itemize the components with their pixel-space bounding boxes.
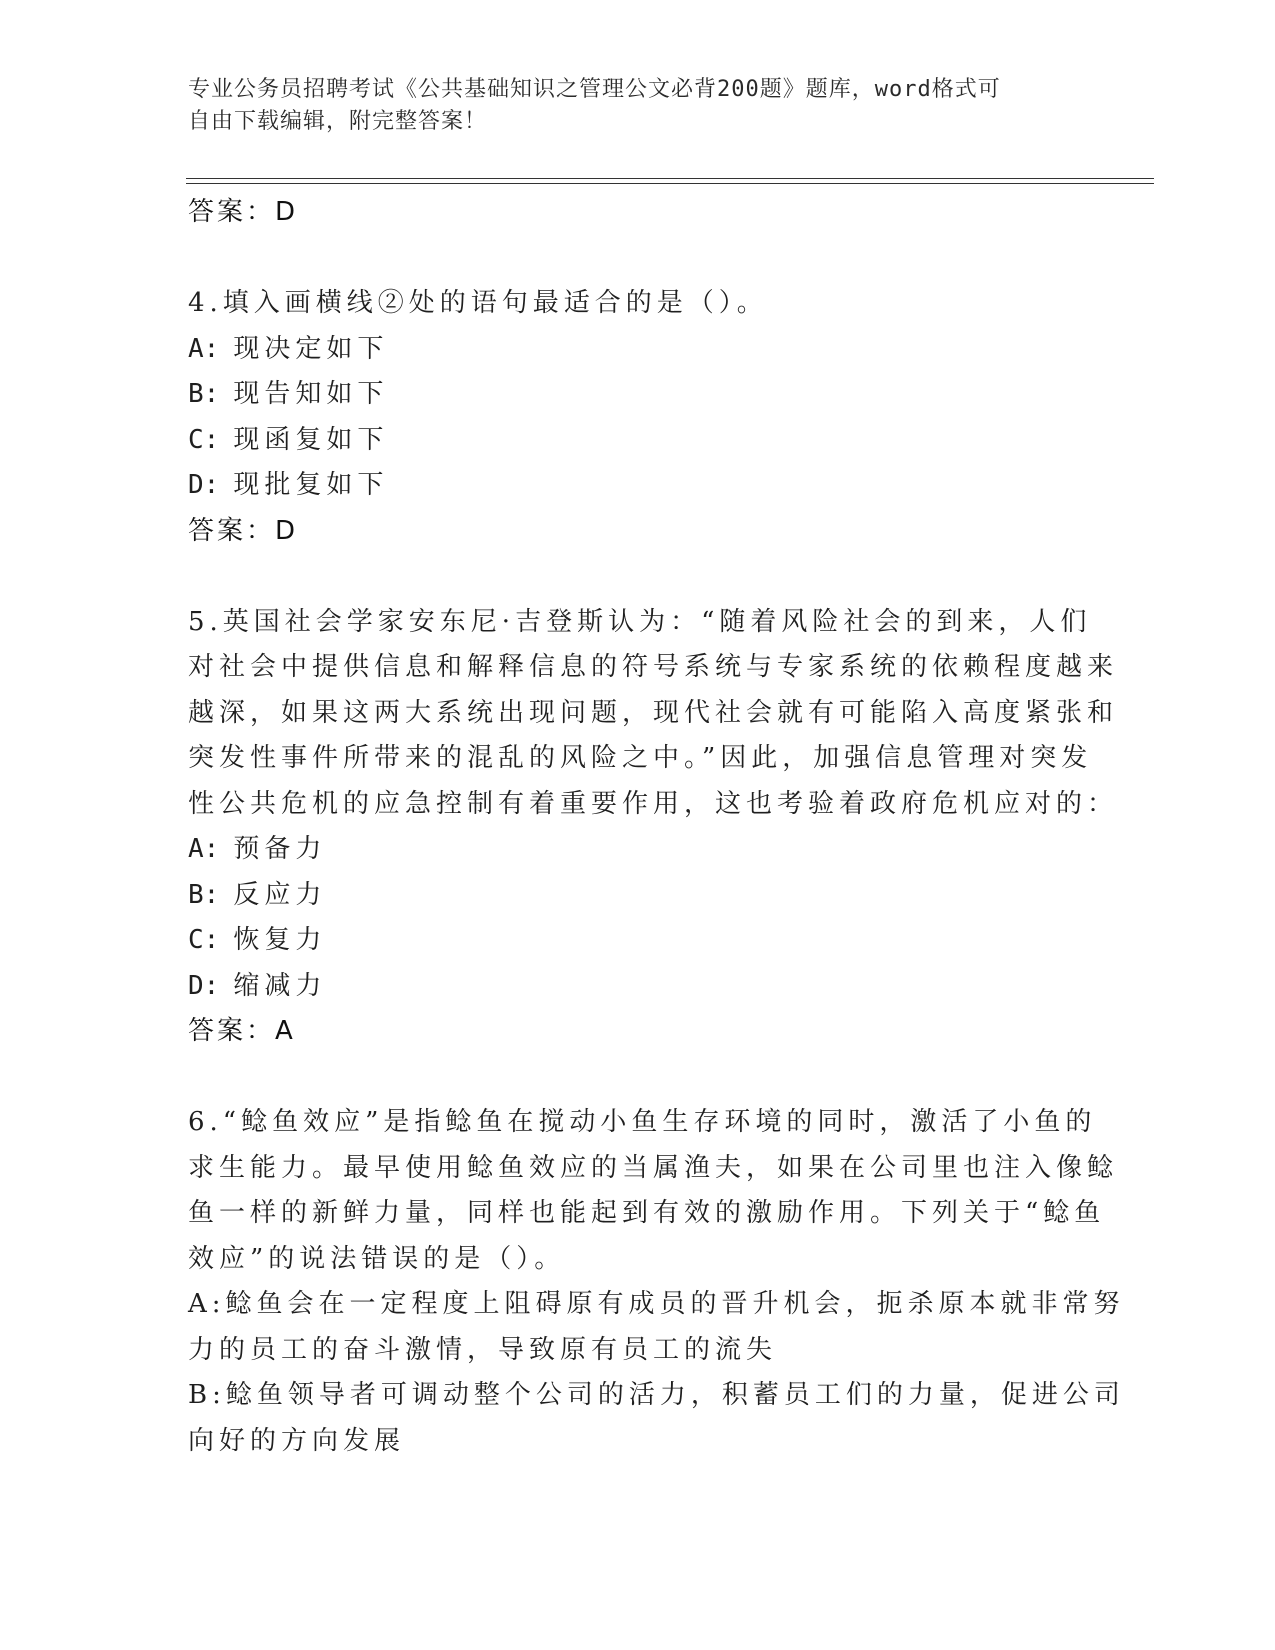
question-5-option-a [188,827,1088,873]
option-label: B: [188,379,220,409]
option-label: D: [188,470,220,500]
option-text: 现决定如下 [233,333,389,364]
question-5-stem-line: 5.英国社会学家安东尼·吉登斯认为：“随着风险社会的到来，人们 [188,606,1092,637]
spacer [188,1055,1088,1101]
question-content [188,190,1125,1464]
option-label: A: [188,834,220,864]
question-6-option-b-line: 向好的方向发展 [188,1425,406,1456]
question-6-stem-line: 求生能力。最早使用鲶鱼效应的当属渔夫，如果在公司里也注入像鲶 [188,1152,1119,1183]
question-5 [188,600,1119,1055]
question-6-stem-line: 效应”的说法错误的是（）。 [188,1243,566,1274]
option-text: 缩减力 [233,970,327,1001]
question-6-option-a-line: A:鲶鱼会在一定程度上阻碍原有成员的晋升机会，扼杀原本就非常努 [188,1289,1125,1319]
question-5-stem-line: 突发性事件所带来的混乱的风险之中。”因此，加强信息管理对突发 [188,743,1093,773]
question-5-answer: 答案：A [188,1016,296,1046]
header-line-1: 专业公务员招聘考试《公共基础知识之管理公文必背200题》题库，word格式可 [188,77,1001,102]
question-6-option-a-line: 力的员工的奋斗激情，导致原有员工的流失 [188,1334,778,1365]
header-divider [186,178,1154,184]
page-header [188,74,1068,138]
option-label: B: [188,879,220,910]
option-text: 现函复如下 [233,424,389,455]
header-line-2: 自由下载编辑，附完整答案！ [188,109,488,134]
question-4-answer: 答案：D [188,515,299,546]
option-label: D: [188,970,220,1001]
option-text: 预备力 [233,834,327,864]
option-label: A: [188,333,220,364]
question-4-option-b [188,372,1088,418]
option-label: C: [188,424,220,455]
question-4-stem: 4.填入画横线②处的语句最适合的是（）。 [188,288,768,318]
question-6-stem-line: 6.“鲶鱼效应”是指鲶鱼在搅动小鱼生存环境的同时，激活了小鱼的 [188,1107,1097,1137]
question-6-option-b-line: B:鲶鱼领导者可调动整个公司的活力，积蓄员工们的力量，促进公司 [188,1380,1125,1410]
option-label: C: [188,925,220,955]
question-5-stem-line: 对社会中提供信息和解释信息的符号系统与专家系统的依赖程度越来 [188,652,1119,682]
spacer [188,236,1088,282]
question-4-option-a [188,327,1088,373]
question-4-option-c [188,418,1088,464]
option-text: 反应力 [233,879,327,910]
question-5-option-d [188,964,1088,1010]
question-5-option-b [188,873,1088,919]
option-text: 恢复力 [233,925,327,955]
question-5-stem-line: 越深，如果这两大系统出现问题，现代社会就有可能陷入高度紧张和 [188,697,1119,728]
question-5-stem-line: 性公共危机的应急控制有着重要作用，这也考验着政府危机应对的： [188,788,1119,819]
question-4-option-d [188,463,1088,509]
spacer [188,554,1088,600]
option-text: 现批复如下 [233,470,389,500]
option-text: 现告知如下 [233,379,389,409]
question-5-option-c [188,918,1088,964]
question-4 [188,281,1088,554]
question-6-stem-line: 鱼一样的新鲜力量，同样也能起到有效的激励作用。下列关于“鲶鱼 [188,1198,1106,1228]
answer-previous: 答案：D [188,197,299,227]
question-6 [188,1100,1125,1464]
